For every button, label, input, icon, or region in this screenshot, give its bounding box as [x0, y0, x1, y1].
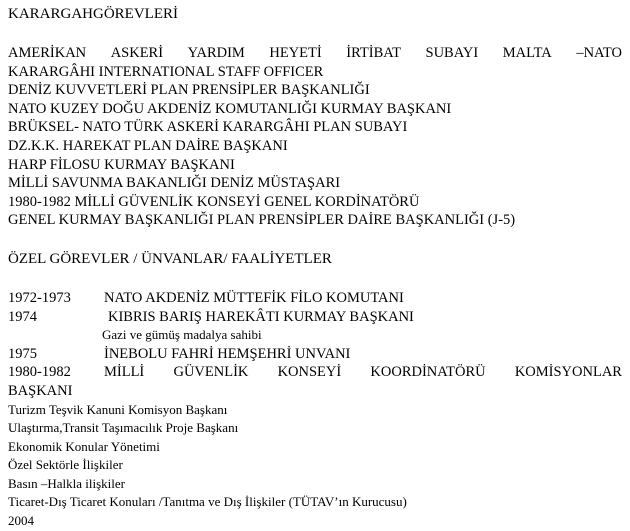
- staff-item-9: GENEL KURMAY BAŞKANLIĞI PLAN PRENSİPLER DAİRE BAŞKANLIĞI (J-5): [8, 212, 516, 229]
- duty-year: 1980-1982: [8, 364, 71, 381]
- word: KOMİSYONLAR: [514, 364, 622, 381]
- spacer: [8, 230, 622, 250]
- word: –NATO: [576, 45, 622, 61]
- duty-entry-4: [8, 363, 622, 382]
- document-body: [8, 5, 622, 531]
- staff-item-8: 1980-1982 MİLLİ GÜVENLİK KONSEYİ GENEL KORDİNATÖRÜ: [8, 193, 420, 210]
- staff-duties-heading: KARARGAHGÖREVLERİ: [8, 6, 178, 22]
- list-item: Ticaret-Dış Ticaret Konuları /Tanıtma ve Dış İlişkiler (TÜTAV’ın Kurucusu): [8, 494, 407, 510]
- list-item: 2004: [8, 513, 34, 529]
- word: SUBAYI: [425, 45, 479, 61]
- duty-year: 1972-1973: [8, 289, 71, 306]
- duty-title: [104, 363, 622, 382]
- word: KOORDİNATÖRÜ: [370, 364, 486, 381]
- duty-year: 1974: [8, 308, 37, 325]
- spacer: [8, 24, 622, 44]
- staff-item-5: DZ.K.K. HAREKAT PLAN DAİRE BAŞKANI: [8, 137, 288, 154]
- word: KONSEYİ: [277, 364, 342, 381]
- duty-entry-2-note: Gazi ve gümüş madalya sahibi: [102, 327, 262, 343]
- list-item: Ulaştırma,Transit Taşımacılık Proje Başkanı: [8, 420, 239, 436]
- list-item: Ekonomik Konular Yönetimi: [8, 438, 160, 454]
- word: ASKERİ: [110, 45, 164, 61]
- word: AMERİKAN: [8, 45, 87, 61]
- staff-item-4: BRÜKSEL- NATO TÜRK ASKERİ KARARGÂHI PLAN SUBAYI: [8, 119, 408, 136]
- spacer: [8, 269, 622, 289]
- staff-item-1: [8, 44, 622, 63]
- duty-entry-1: [8, 289, 622, 308]
- duty-year: 1975: [8, 345, 37, 362]
- duty-entry-3: [8, 345, 622, 364]
- duty-entry-2: [8, 308, 622, 327]
- duty-title: İNEBOLU FAHRİ HEMŞEHRİ UNVANI: [104, 345, 351, 362]
- word: MALTA: [502, 45, 552, 61]
- list-item: Basın –Halkla ilişkiler: [8, 475, 125, 491]
- staff-item-7: MİLLİ SAVUNMA BAKANLIĞI DENİZ MÜSTAŞARI: [8, 175, 341, 192]
- staff-item-2: DENİZ KUVVETLERİ PLAN PRENSİPLER BAŞKANLIĞI: [8, 82, 370, 99]
- duty-title: KIBRIS BARIŞ HAREKÂTI KURMAY BAŞKANI: [108, 308, 414, 325]
- duty-entry-4-continued: BAŞKANI: [8, 382, 73, 399]
- list-item: Turizm Teşvik Kanuni Komisyon Başkanı: [8, 401, 228, 417]
- list-item: Özel Sektörle İlişkiler: [8, 457, 123, 473]
- word: İRTİBAT: [346, 45, 401, 61]
- staff-item-1-continued: KARARGÂHI INTERNATIONAL STAFF OFFICER: [8, 63, 324, 80]
- staff-item-3: NATO KUZEY DOĞU AKDENİZ KOMUTANLIĞI KURMAY BAŞKANI: [8, 100, 452, 117]
- duty-title: NATO AKDENİZ MÜTTEFİK FİLO KOMUTANI: [104, 289, 404, 306]
- special-duties-heading: ÖZEL GÖREVLER / ÜNVANLAR/ FAALİYETLER: [8, 250, 332, 267]
- word: GÜVENLİK: [173, 364, 249, 381]
- word: MİLLİ: [104, 364, 145, 381]
- word: HEYETİ: [269, 45, 322, 61]
- word: YARDIM: [187, 45, 245, 61]
- staff-item-6: HARP FİLOSU KURMAY BAŞKANI: [8, 156, 235, 173]
